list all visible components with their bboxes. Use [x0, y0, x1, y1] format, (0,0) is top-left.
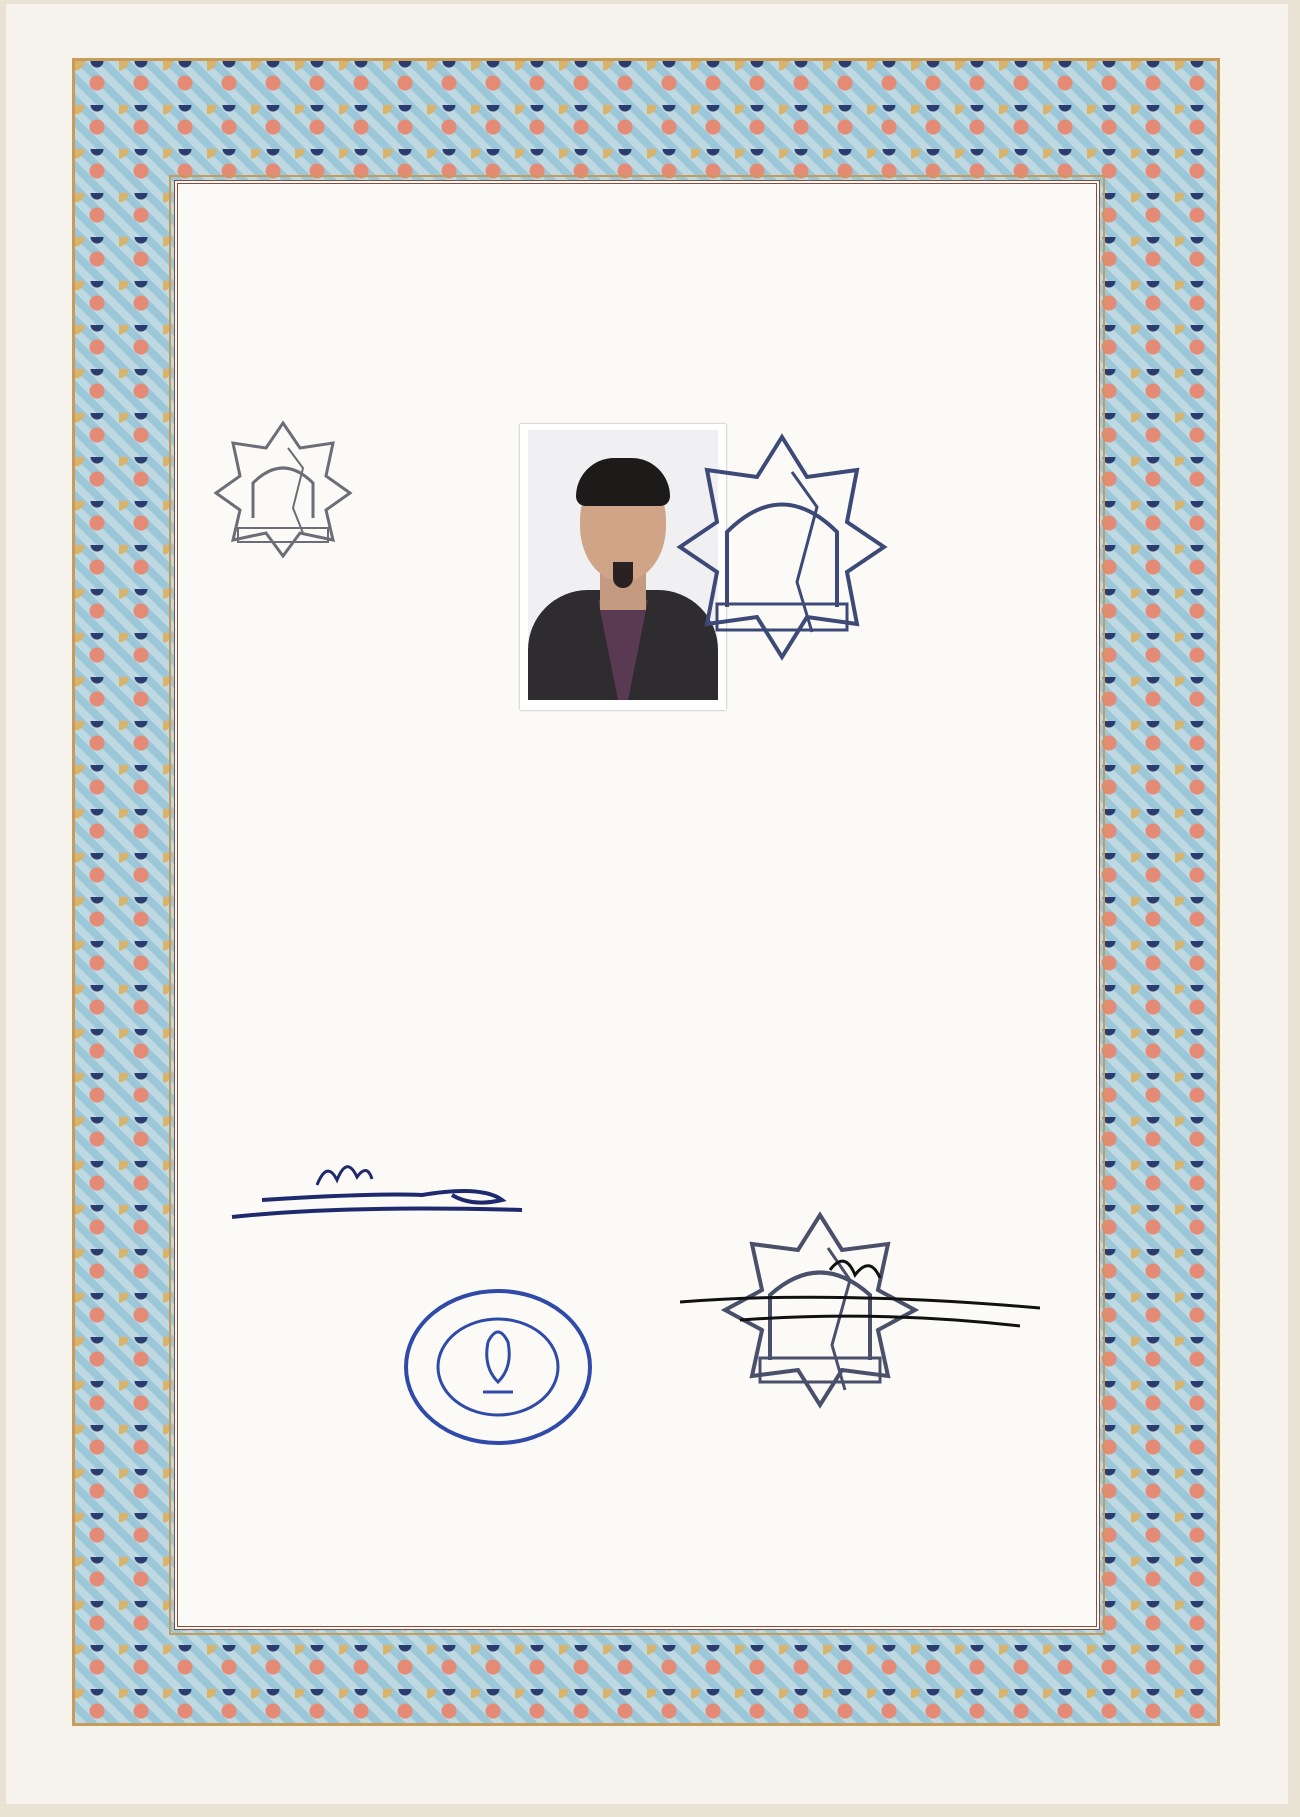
- certificate-panel: [174, 180, 1100, 1630]
- left-signature: [222, 1155, 542, 1235]
- office-seal: [398, 1282, 598, 1452]
- board-logo-stamp-photo: [672, 432, 892, 662]
- right-signature: [680, 1250, 1060, 1360]
- board-logo-stamp-left: [208, 418, 358, 558]
